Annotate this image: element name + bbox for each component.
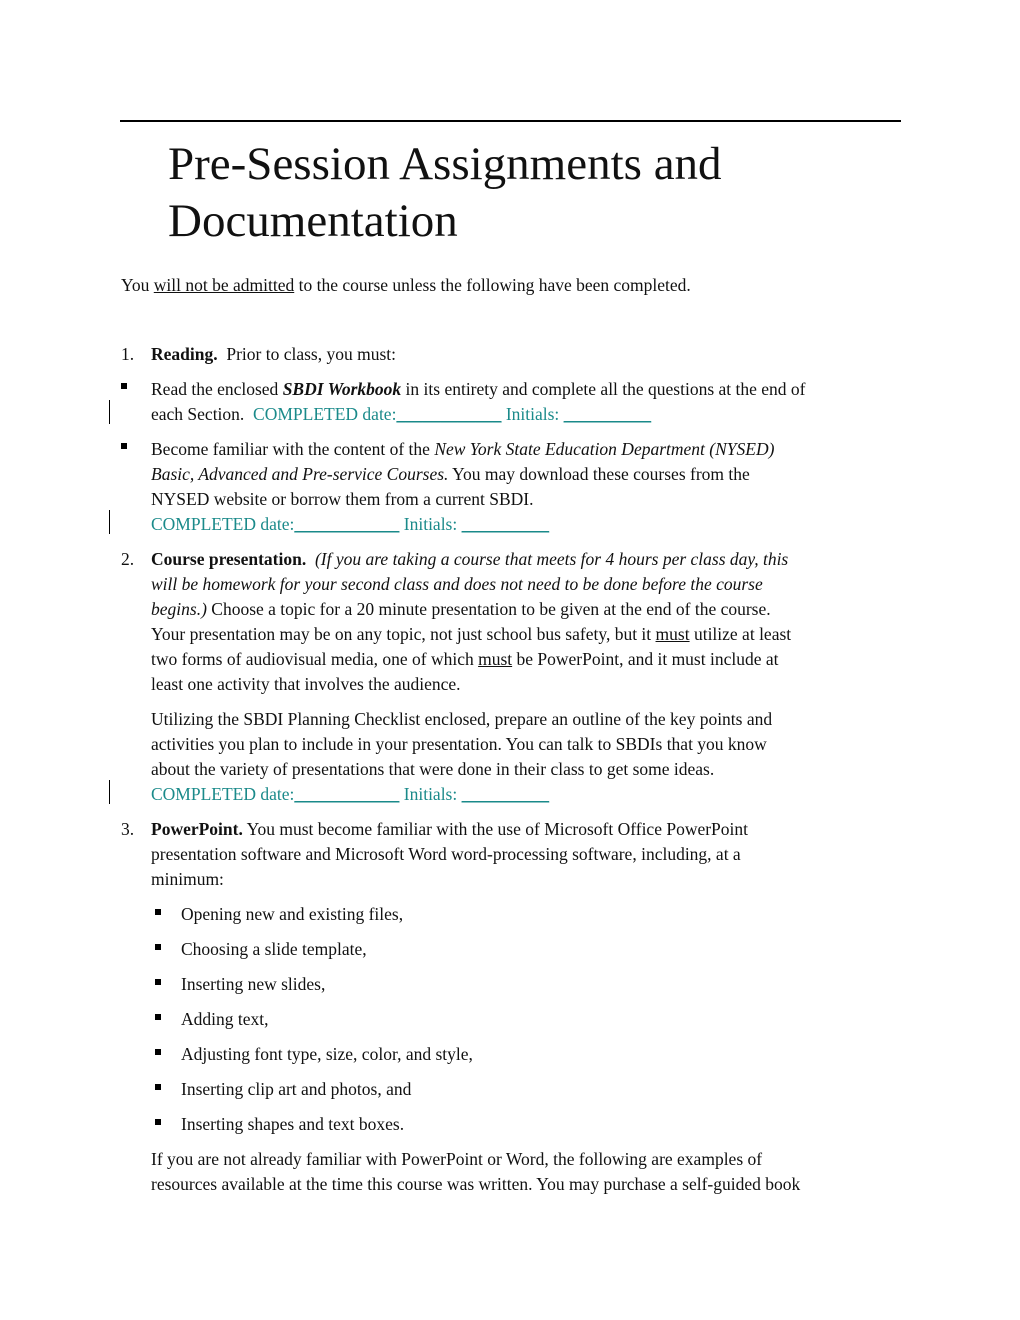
completed-line: COMPLETED date:____________ Initials: __________ — [151, 784, 550, 804]
section-1-heading: Reading. Prior to class, you must: — [151, 344, 397, 364]
bullet-square-icon — [155, 979, 161, 985]
bullet-nysed-courses: Become familiar with the content of the New York State Education Department (NYSED) Basic, Advanced and Pre-service Courses. You may download these courses from the NYSED website or borrow them from a current SBDI. COMPLETED date:____________ Initials: __________ — [151, 439, 775, 534]
list-item: Inserting new slides, — [181, 974, 326, 994]
list-item: Opening new and existing files, — [181, 904, 404, 924]
bullet-square-icon — [155, 1084, 161, 1090]
section-2-paragraph-2: Utilizing the SBDI Planning Checklist enclosed, prepare an outline of the key points and activities you plan to include in your presentation. You can talk to SBDIs that you know about the variety of presentations that were done in their class to get some ideas. COMPLETED date:____________ Initials: __________ — [151, 709, 773, 804]
list-item: Adjusting font type, size, color, and style, — [181, 1044, 473, 1064]
bullet-square-icon — [155, 909, 161, 915]
bullet-read-workbook: Read the enclosed SBDI Workbook in its entirety and complete all the questions at the end of each Section. COMPLETED date:____________ Initials: __________ — [151, 379, 806, 424]
section-2-body: Course presentation. (If you are taking a course that meets for 4 hours per class day, this will be homework for your second class and does not need to be done before the course begins.) Choose a topic for a 20 minute presentation to be given at the end of the course. Your presentation may be on any topic, not just school bus safety, but it must utilize at least two forms of audiovisual media, one of which must be PowerPoint, and it must include at least one activity that involves the audience. — [151, 549, 792, 694]
section-2-number: 2. — [121, 549, 135, 569]
section-3-body: PowerPoint. You must become familiar with the use of Microsoft Office PowerPoint presentation software and Microsoft Word word-processing software, including, at a minimum: — [151, 819, 749, 889]
bullet-square-icon — [155, 1119, 161, 1125]
bullet-square-icon — [155, 1049, 161, 1055]
bullet-square-icon — [121, 383, 127, 389]
list-item: Choosing a slide template, — [181, 939, 367, 959]
change-bar — [109, 780, 110, 804]
section-1-number: 1. — [121, 344, 135, 364]
intro-text: You will not be admitted to the course unless the following have been completed. — [121, 275, 691, 295]
list-item: Inserting shapes and text boxes. — [181, 1114, 405, 1134]
page-title: Pre-Session Assignments and Documentation — [168, 138, 722, 247]
bullet-square-icon — [155, 944, 161, 950]
bullet-square-icon — [121, 443, 127, 449]
list-item: Adding text, — [181, 1009, 269, 1029]
change-bar — [109, 400, 110, 424]
completed-line: COMPLETED date:____________ Initials: __________ — [253, 404, 652, 424]
completed-line: COMPLETED date:____________ Initials: __________ — [151, 514, 550, 534]
bullet-square-icon — [155, 1014, 161, 1020]
change-bar — [109, 510, 110, 534]
section-3-closing: If you are not already familiar with PowerPoint or Word, the following are examples of resources available at the time this course was written. You may purchase a self-guided book — [151, 1149, 801, 1194]
list-item: Inserting clip art and photos, and — [181, 1079, 412, 1099]
top-rule — [120, 120, 901, 122]
section-3-number: 3. — [121, 819, 135, 839]
